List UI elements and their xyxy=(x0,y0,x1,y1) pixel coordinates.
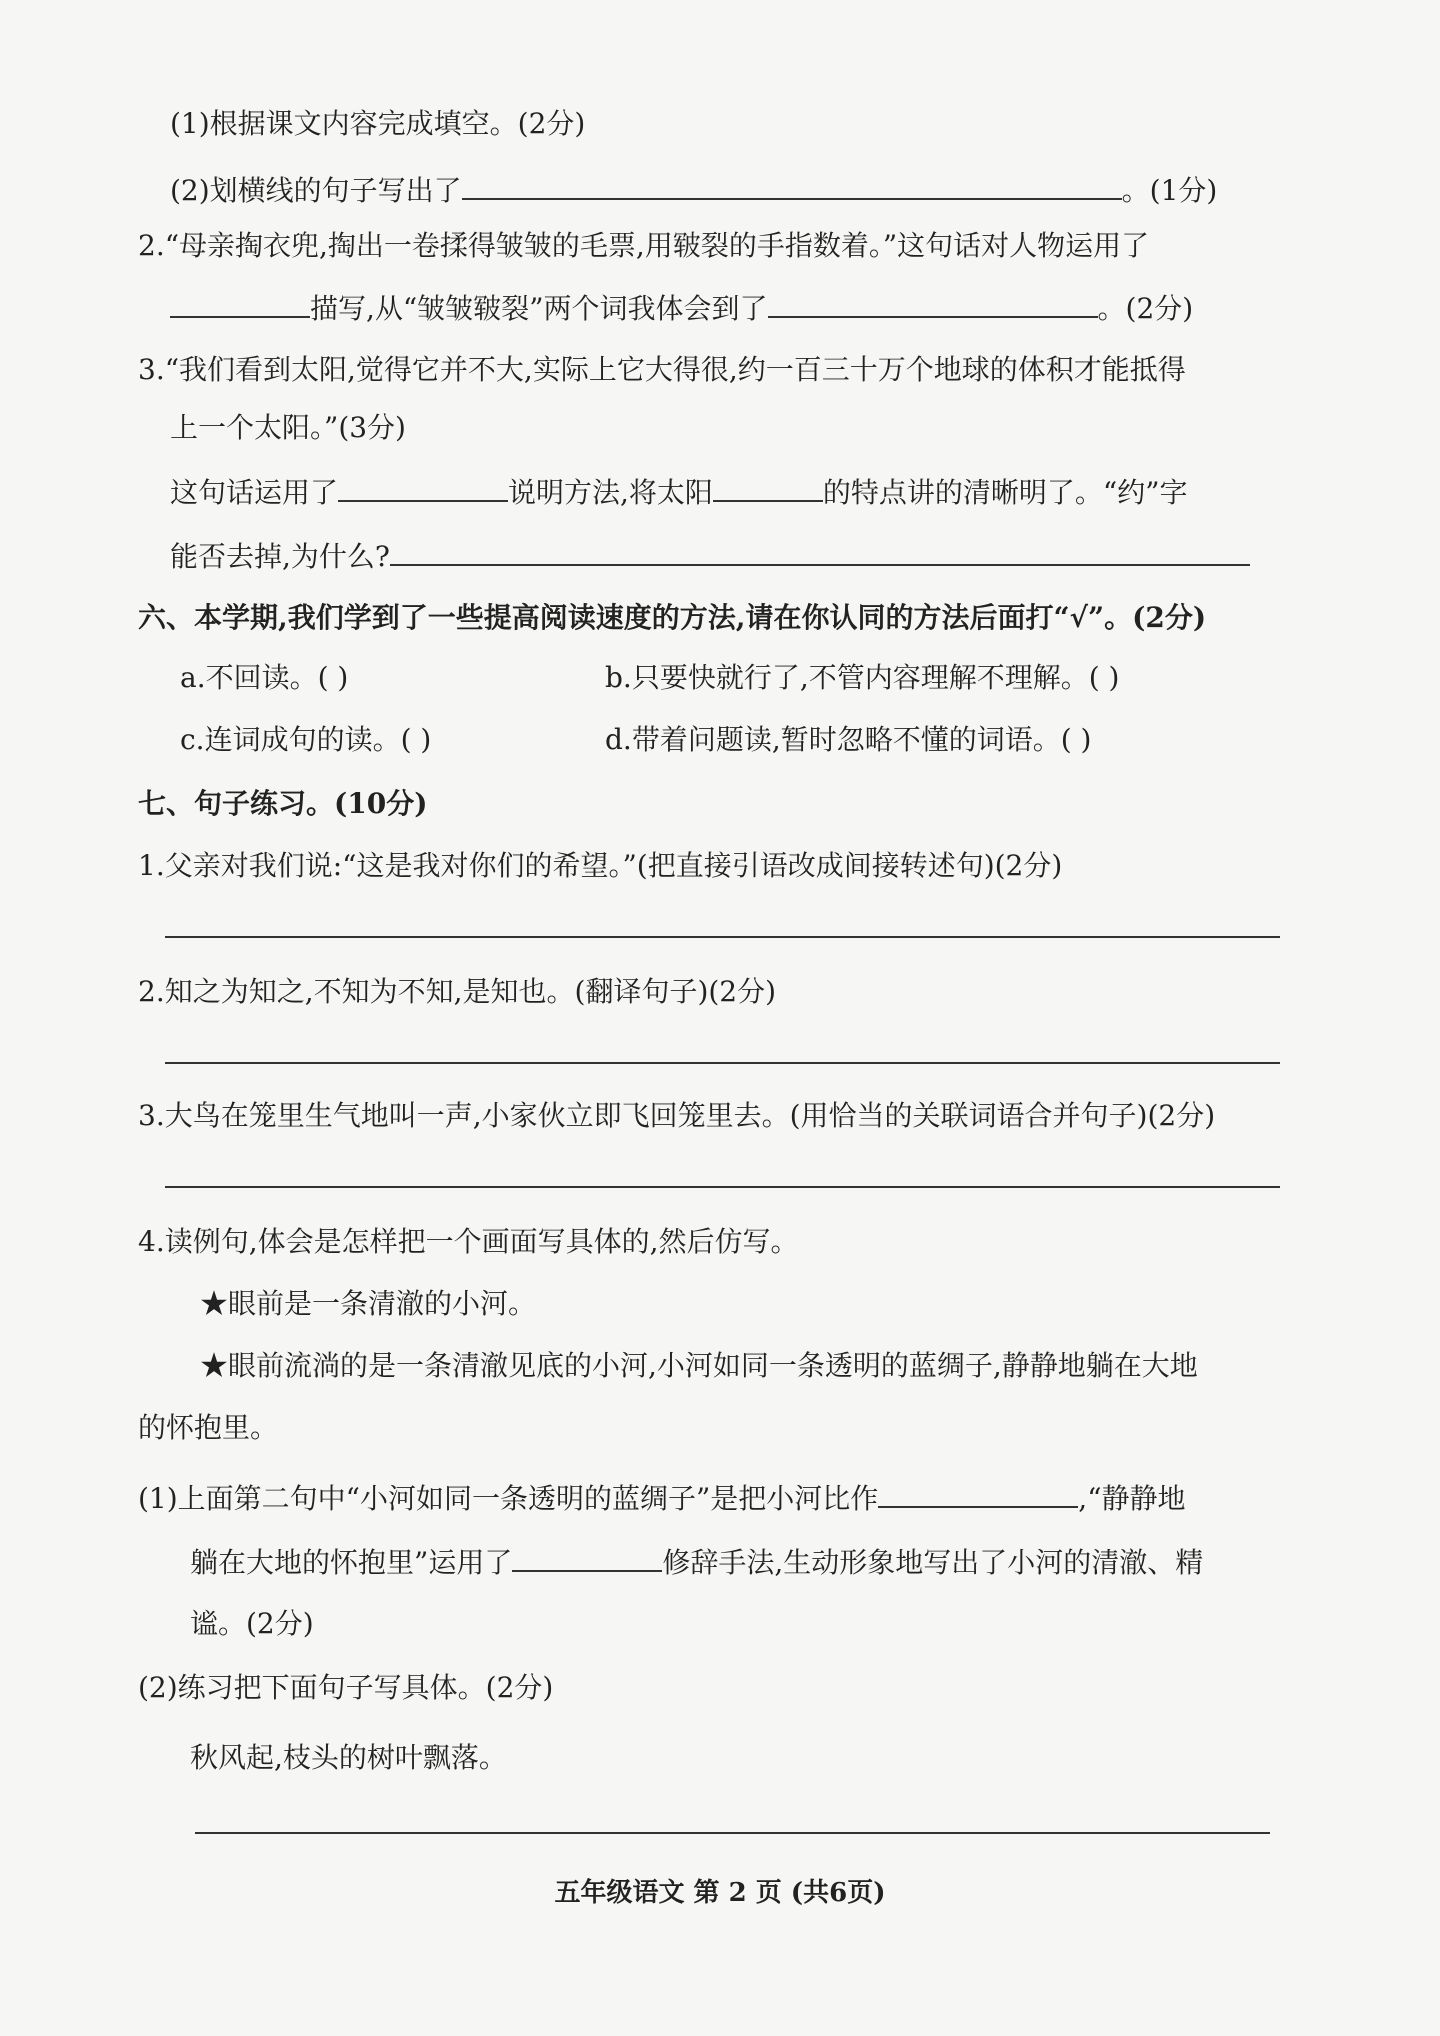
s7-q3: 3.大鸟在笼里生气地叫一声,小家伙立即飞回笼里去。(用恰当的关联词语合并句子)(2分) xyxy=(138,1099,1216,1132)
q2-line2 xyxy=(170,286,1193,329)
q2-line2-mid: 描写,从“皱皱皲裂”两个词我体会到了 xyxy=(310,292,768,325)
s7-q4-sub1-line2 xyxy=(190,1540,1203,1583)
s7-q4-sub1-pre: (1)上面第二句中“小河如同一条透明的蓝绸子”是把小河比作 xyxy=(138,1482,879,1515)
q3-blank-1[interactable] xyxy=(338,470,508,502)
q3-line3-a: 这句话运用了 xyxy=(170,476,339,509)
s7-q4-sub2-sentence: 秋风起,枝头的树叶飘落。 xyxy=(190,1741,507,1774)
q1-sub1: (1)根据课文内容完成填空。(2分) xyxy=(170,107,586,140)
s7-q4-sub1-line3: 谧。(2分) xyxy=(190,1607,314,1640)
q2-blank-1[interactable] xyxy=(170,286,310,318)
s7-q4-example-2a: ★眼前流淌的是一条清澈见底的小河,小河如同一条透明的蓝绸子,静静地躺在大地 xyxy=(200,1349,1198,1382)
s7-q2-answer-line[interactable] xyxy=(165,1062,1280,1064)
section-6-title: 六、本学期,我们学到了一些提高阅读速度的方法,请在你认同的方法后面打“√”。(2分) xyxy=(138,601,1207,634)
section-7-title: 七、句子练习。(10分) xyxy=(138,787,428,820)
sec6-option-c: c.连词成句的读。( ) xyxy=(180,723,432,756)
s7-q4-sub1-line1 xyxy=(138,1476,1186,1519)
q3-line3-c: 的特点讲的清晰明了。“约”字 xyxy=(822,476,1188,509)
q3-line4 xyxy=(170,534,1250,577)
q3-line2: 上一个太阳。”(3分) xyxy=(170,411,406,444)
s7-q4-example-2b: 的怀抱里。 xyxy=(138,1411,279,1444)
q2-line2-suffix: 。(2分) xyxy=(1097,292,1194,325)
q2-blank-2[interactable] xyxy=(768,286,1098,318)
s7-q4-blank-2[interactable] xyxy=(512,1540,662,1572)
s7-q4-sub2: (2)练习把下面句子写具体。(2分) xyxy=(138,1671,554,1704)
s7-q1-answer-line[interactable] xyxy=(165,936,1280,938)
sec6-option-a: a.不回读。( ) xyxy=(180,661,349,694)
sec6-option-b: b.只要快就行了,不管内容理解不理解。( ) xyxy=(605,661,1120,694)
page-footer: 五年级语文 第 2 页 (共6页) xyxy=(554,1878,886,1908)
s7-q4-blank-1[interactable] xyxy=(878,1476,1078,1508)
q3-line4-text: 能否去掉,为什么? xyxy=(170,540,390,573)
s7-q4-sub1b-post: 修辞手法,生动形象地写出了小河的清澈、精 xyxy=(662,1546,1204,1579)
q1-sub2-blank[interactable] xyxy=(462,168,1122,200)
q3-line3-b: 说明方法,将太阳 xyxy=(508,476,713,509)
s7-q4-example-1: ★眼前是一条清澈的小河。 xyxy=(200,1287,537,1320)
q1-sub2-suffix: 。(1分) xyxy=(1121,174,1218,207)
q2-line1: 2.“母亲掏衣兜,掏出一卷揉得皱皱的毛票,用皲裂的手指数着。”这句话对人物运用了 xyxy=(138,229,1150,262)
s7-q4-sub2-answer-line[interactable] xyxy=(195,1832,1270,1834)
s7-q4: 4.读例句,体会是怎样把一个画面写具体的,然后仿写。 xyxy=(138,1225,799,1258)
s7-q4-sub1b-pre: 躺在大地的怀抱里”运用了 xyxy=(190,1546,513,1579)
s7-q3-answer-line[interactable] xyxy=(165,1186,1280,1188)
q3-blank-2[interactable] xyxy=(713,470,823,502)
s7-q4-sub1-post: ,“静静地 xyxy=(1078,1482,1186,1515)
s7-q2: 2.知之为知之,不知为不知,是知也。(翻译句子)(2分) xyxy=(138,975,777,1008)
q3-line1: 3.“我们看到太阳,觉得它并不大,实际上它大得很,约一百三十万个地球的体积才能抵得 xyxy=(138,353,1186,386)
q3-line3 xyxy=(170,470,1188,513)
sec6-option-d: d.带着问题读,暂时忽略不懂的词语。( ) xyxy=(605,723,1092,756)
s7-q1: 1.父亲对我们说:“这是我对你们的希望。”(把直接引语改成间接转述句)(2分) xyxy=(138,849,1063,882)
q1-sub2-prefix: (2)划横线的句子写出了 xyxy=(170,174,462,207)
q1-sub2 xyxy=(170,168,1217,211)
q3-blank-3[interactable] xyxy=(390,534,1250,566)
